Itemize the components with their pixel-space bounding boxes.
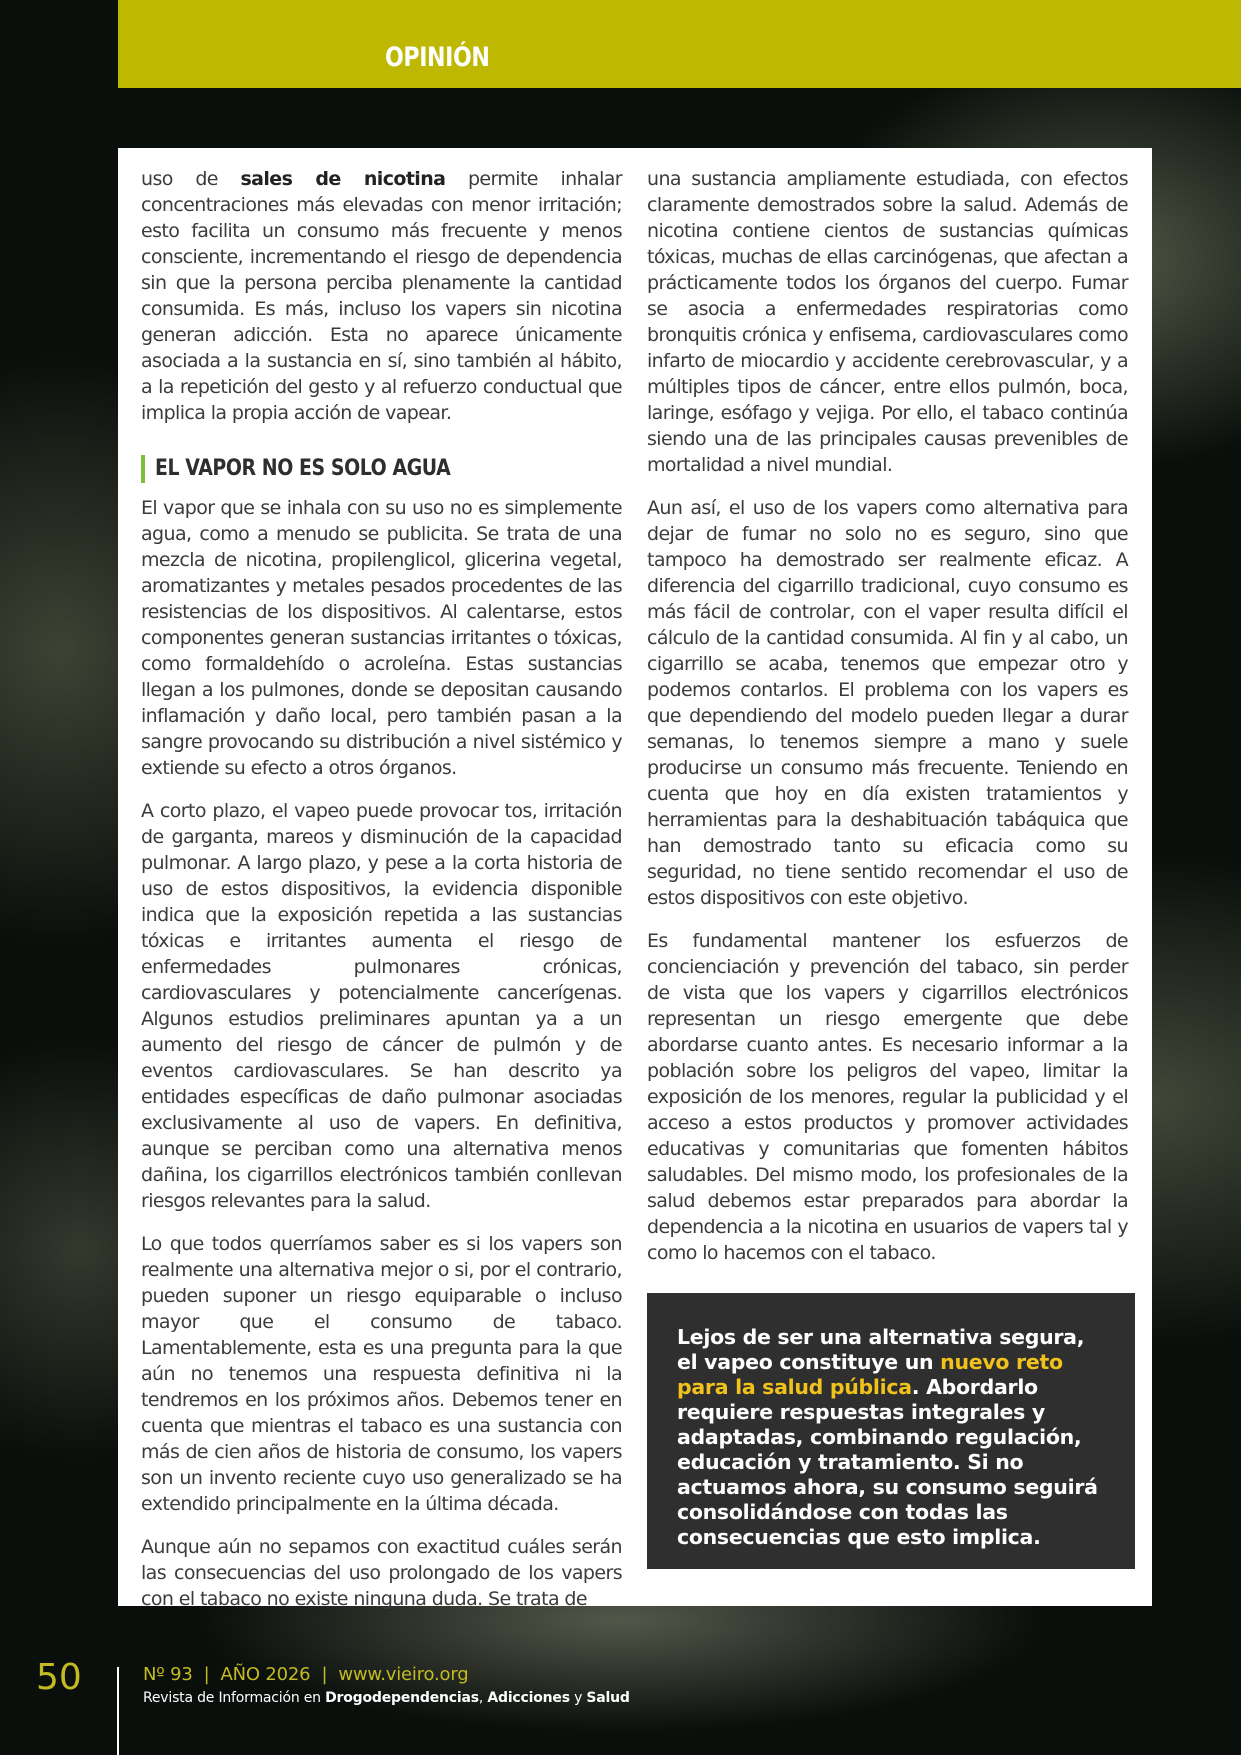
subheading-text: EL VAPOR NO ES SOLO AGUA <box>155 456 451 481</box>
article-column-left <box>141 166 622 1629</box>
paragraph: Lo que todos querríamos saber es si los vapers son realmente una alternativa mejor o si, por el contrario, pueden suponer un riesgo equiparable o incluso mayor que el consumo de tabaco. Lamentablemente, esta es una pregunta para la que aún no tenemos una respuesta definitiva ni la tendremos en los próximos años. Debemos tener en cuenta que mientras el tabaco es una sustancia con más de cien años de historia de consumo, los vapers son un invento reciente cuyo uso generalizado se ha extendido principalmente en la última década. <box>141 1233 622 1515</box>
bold-term: sales de nicotina <box>240 168 446 190</box>
paragraph: Es fundamental mantener los esfuerzos de concienciación y prevención del tabaco, sin perder de vista que los vapers y cigarrillos electrónicos representan un riesgo emergente que debe abordarse cuanto antes. Es necesario informar a la población sobre los peligros del vapeo, limitar la exposición de los menores, regular la publicidad y el acceso a estos productos y promover actividades educativas y comunitarias que fomenten hábitos saludables. Del mismo modo, los profesionales de la salud debemos estar preparados para abordar la dependencia a la nicotina en usuarios de vapers tal y como lo hacemos con el tabaco. <box>647 930 1128 1264</box>
pull-quote-box <box>647 1293 1135 1569</box>
tagline-bold: Drogodependencias <box>325 1690 479 1706</box>
issue-text: Nº 93 | AÑO 2026 | www.vieiro.org <box>143 1664 469 1685</box>
paragraph: A corto plazo, el vapeo puede provocar tos, irritación de garganta, mareos y disminución de la capacidad pulmonar. A largo plazo, y pese a la corta historia de uso de estos dispositivos, la evidencia disponible indica que la exposición repetida a las sustancias tóxicas e irritantes aumenta el riesgo de enfermedades pulmonares crónicas, cardiovasculares y potencialmente cancerígenas. Algunos estudios preliminares apuntan ya a un aumento del riesgo de cáncer de pulmón y de eventos cardiovasculares. Se han descrito ya entidades específicas de daño pulmonar asociadas exclusivamente al uso de vapers. En definitiva, aunque se perciban como una alternativa menos dañina, los cigarrillos electrónicos también conllevan riesgos relevantes para la salud. <box>141 800 622 1212</box>
article-column-right <box>647 166 1128 1283</box>
tagline-text: , <box>478 1690 488 1706</box>
paragraph: Aun así, el uso de los vapers como alternativa para dejar de fumar no solo no es seguro, sino que tampoco ha demostrado ser realmente eficaz. A diferencia del cigarrillo tradicional, cuyo consumo es más fácil de controlar, con el vaper resulta difícil el cálculo de la cantidad consumida. Al fin y al cabo, un cigarrillo se acaba, tenemos que empezar otro y podemos contarlos. El problema con los vapers es que dependiendo del modelo pueden llegar a durar semanas, lo tenemos siempre a mano y suele producirse un consumo más frecuente. Teniendo en cuenta que hoy en día existen tratamientos y herramientas para la deshabituación tabáquica que han demostrado tanto su eficacia como su seguridad, no tiene sentido recomendar el uso de estos dispositivos con este objetivo. <box>647 497 1128 909</box>
section-title: OPINIÓN <box>385 42 490 73</box>
magazine-tagline <box>143 1690 630 1706</box>
tagline-text: y <box>569 1690 587 1706</box>
header-bar <box>118 0 1241 88</box>
paragraph <box>141 166 622 426</box>
quote-highlight: nuevo reto para la salud pública <box>677 1350 1063 1399</box>
article-panel <box>118 148 1152 1610</box>
text-span: uso de <box>141 168 241 190</box>
tagline-text: Revista de Información en <box>143 1690 326 1706</box>
tagline-bold: Salud <box>586 1690 630 1706</box>
quote-text: Lejos de ser una alternativa segura, el vapeo constituye un <box>677 1325 1085 1374</box>
tagline-bold: Adicciones <box>487 1690 570 1706</box>
paragraph: Aunque aún no sepamos con exactitud cuáles serán las consecuencias del uso prolongado de los vapers con el tabaco no existe ninguna duda. Se trata de <box>141 1536 622 1610</box>
footer-divider <box>117 1667 119 1755</box>
page-number: 50 <box>36 1657 82 1698</box>
text-span: permite inhalar concentraciones más elevadas con menor irritación; esto facilita un consumo más frecuente y menos consciente, incrementando el riesgo de dependencia sin que la persona perciba plenamente la cantidad consumida. Es más, incluso los vapers sin nicotina generan adicción. Esta no aparece únicamente asociada a la sustancia en sí, sino también al hábito, a la repetición del gesto y al refuerzo conductual que implica la propia acción de vapear. <box>141 168 623 424</box>
paragraph: El vapor que se inhala con su uso no es simplemente agua, como a menudo se publicita. Se trata de una mezcla de nicotina, propilenglicol, glicerina vegetal, aromatizantes y metales pesados procedentes de las resistencias de los dispositivos. Al calentarse, estos componentes generan sustancias irritantes o tóxicas, como formaldehído o acroleína. Estas sustancias llegan a los pulmones, donde se depositan causando inflamación y daño local, pero también pasan a la sangre provocando su distribución a nivel sistémico y extiende su efecto a otros órganos. <box>141 497 622 779</box>
issue-info <box>143 1664 468 1685</box>
subheading <box>141 455 622 483</box>
paragraph: una sustancia ampliamente estudiada, con efectos claramente demostrados sobre la salud. Además de nicotina contiene cientos de sustancias químicas tóxicas, muchas de ellas carcinógenas, que afectan a prácticamente todos los órganos del cuerpo. Fumar se asocia a enfermedades respiratorias como bronquitis crónica y enfisema, cardiovasculares como infarto de miocardio y accidente cerebrovascular, y a múltiples tipos de cáncer, entre ellos pulmón, boca, laringe, esófago y vejiga. Por ello, el tabaco continúa siendo una de las principales causas prevenibles de mortalidad a nivel mundial. <box>647 168 1128 476</box>
quote-text: . Abordarlo requiere respuestas integrales y adaptadas, combinando regulación, educación y tratamiento. Si no actuamos ahora, su consumo seguirá consolidándose con todas las consecuencias que esto implica. <box>677 1375 1098 1549</box>
